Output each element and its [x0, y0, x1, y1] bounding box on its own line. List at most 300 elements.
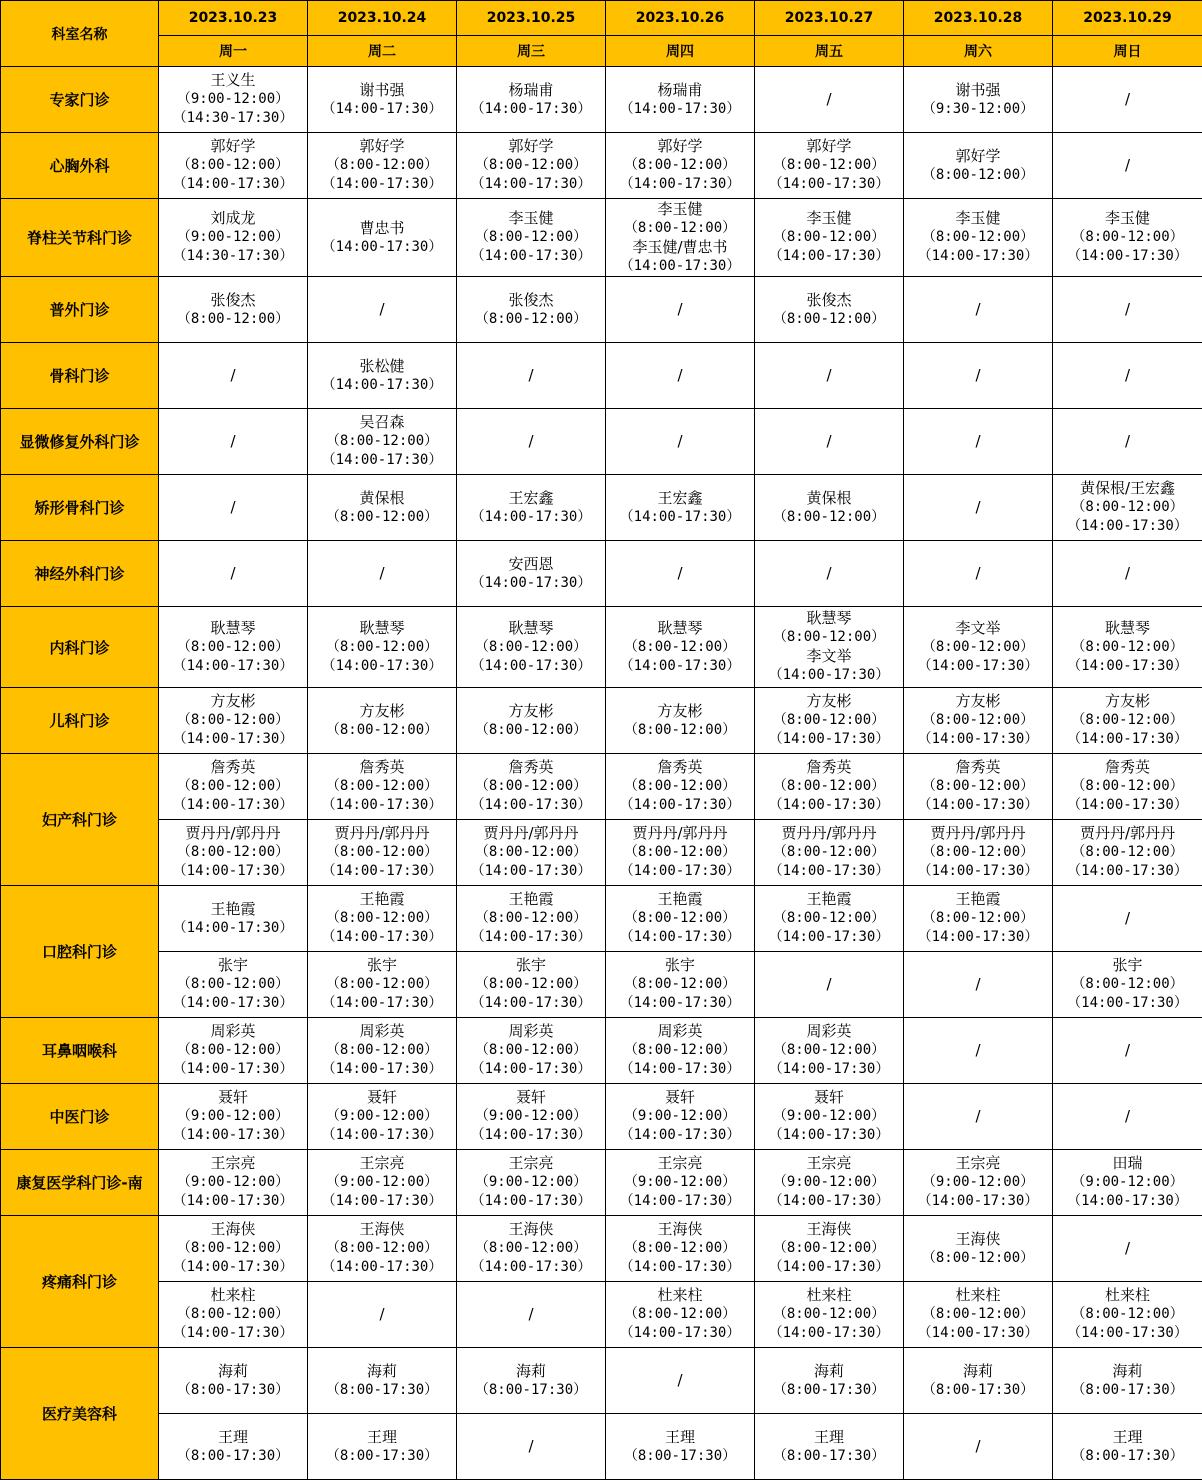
- time-range: （14:00-17:30）: [768, 863, 890, 879]
- time-range: （8:00-12:00）: [474, 157, 588, 173]
- department-name: 妇产科门诊: [1, 754, 159, 886]
- doctor-name: 耿慧琴: [806, 609, 852, 627]
- no-clinic-mark: /: [826, 564, 832, 582]
- time-range: （14:00-17:30）: [619, 100, 741, 117]
- time-range: （8:00-12:00）: [1071, 229, 1184, 245]
- schedule-cell: [606, 1414, 755, 1480]
- time-range: （9:00-12:00）: [176, 1174, 290, 1190]
- doctor-name: 王宏鑫: [508, 488, 554, 507]
- schedule-row: [1, 952, 1202, 1018]
- time-range: （14:00-17:30）: [321, 452, 443, 468]
- doctor-name: 方友彬: [657, 701, 703, 720]
- schedule-cell: [755, 1018, 904, 1084]
- no-clinic-mark: /: [975, 1041, 981, 1059]
- doctor-name: 周彩英: [657, 1022, 703, 1040]
- schedule-row: [1, 1216, 1202, 1282]
- time-range: （14:00-17:30）: [172, 657, 294, 674]
- doctor-name: 海莉: [1112, 1361, 1143, 1380]
- time-range: （8:00-12:00）: [623, 910, 737, 926]
- time-range: （14:00-17:30）: [619, 995, 741, 1011]
- doctor-name: 周彩英: [508, 1022, 554, 1040]
- time-range: （14:00-17:30）: [321, 1193, 443, 1209]
- schedule-cell: [159, 1150, 308, 1216]
- department-name: 康复医学科门诊-南: [1, 1150, 159, 1216]
- schedule-cell: [308, 1414, 457, 1480]
- schedule-row: [1, 688, 1202, 754]
- doctor-name: 王理: [217, 1427, 248, 1446]
- time-range: （14:00-17:30）: [172, 863, 294, 879]
- time-range: （14:00-17:30）: [470, 248, 592, 264]
- time-range: （8:00-12:00）: [176, 712, 290, 728]
- schedule-cell: [606, 688, 755, 754]
- doctor-name: 耿慧琴: [210, 618, 256, 637]
- schedule-cell: [457, 952, 606, 1018]
- schedule-cell: [904, 754, 1053, 820]
- schedule-cell: [755, 607, 904, 688]
- department-name: 耳鼻咽喉科: [1, 1018, 159, 1084]
- doctor-name: 王理: [1112, 1427, 1143, 1446]
- schedule-cell: [457, 409, 606, 475]
- time-range: （14:00-17:30）: [470, 100, 592, 117]
- time-range: （14:00-17:30）: [1067, 797, 1188, 813]
- time-range: （8:00-12:00）: [325, 844, 439, 860]
- schedule-cell: [308, 541, 457, 607]
- doctor-name: 郭好学: [806, 137, 852, 155]
- time-range: （14:00-17:30）: [768, 248, 890, 264]
- time-range: （8:00-12:00）: [474, 310, 588, 327]
- weekday-header: 周六: [904, 36, 1053, 67]
- doctor-name: 贾丹丹/郭丹丹: [185, 824, 281, 842]
- time-range: （14:00-17:30）: [1067, 863, 1188, 879]
- doctor-name: 杜来柱: [657, 1286, 703, 1304]
- schedule-cell: [457, 1282, 606, 1348]
- doctor-name: 方友彬: [359, 701, 405, 720]
- time-range: （14:00-17:30）: [470, 1127, 592, 1143]
- time-range: （8:00-12:00）: [772, 508, 886, 525]
- time-range: （14:00-17:30）: [470, 508, 592, 525]
- no-clinic-mark: /: [975, 300, 981, 318]
- time-range: （14:00-17:30）: [321, 863, 443, 879]
- doctor-name: 杨瑞甫: [508, 80, 554, 99]
- no-clinic-mark: /: [826, 366, 832, 384]
- schedule-row: [1, 541, 1202, 607]
- weekday-header: 周五: [755, 36, 904, 67]
- time-range: （14:00-17:30）: [768, 731, 890, 747]
- department-name: 心胸外科: [1, 133, 159, 199]
- schedule-cell: [904, 133, 1053, 199]
- no-clinic-mark: /: [975, 975, 981, 993]
- time-range: （14:00-17:30）: [619, 176, 741, 192]
- doctor-name: 郭好学: [508, 137, 554, 155]
- doctor-name: 谢书强: [955, 80, 1001, 99]
- doctor-name: 王宗亮: [657, 1154, 703, 1172]
- time-range: （14:00-17:30）: [321, 238, 443, 255]
- doctor-name: 李玉健: [955, 209, 1001, 227]
- schedule-cell: [606, 199, 755, 277]
- schedule-cell: [606, 1084, 755, 1150]
- time-range: （8:00-12:00）: [772, 712, 886, 728]
- schedule-row: [1, 1348, 1202, 1414]
- doctor-name: 方友彬: [508, 701, 554, 720]
- schedule-cell: [606, 409, 755, 475]
- time-range: （14:00-17:30）: [470, 1061, 592, 1077]
- time-range: （8:00-12:00）: [474, 229, 588, 245]
- time-range: （14:00-17:30）: [619, 797, 741, 813]
- schedule-cell: [159, 688, 308, 754]
- time-range: （14:00-17:30）: [470, 657, 592, 674]
- schedule-cell: [755, 820, 904, 886]
- no-clinic-mark: /: [975, 1107, 981, 1125]
- schedule-row: [1, 1018, 1202, 1084]
- schedule-cell: [308, 1282, 457, 1348]
- schedule-row: [1, 607, 1202, 688]
- schedule-cell: [159, 475, 308, 541]
- time-range: （8:00-12:00）: [1071, 499, 1184, 515]
- schedule-cell: [606, 754, 755, 820]
- doctor-name: 海莉: [366, 1361, 397, 1380]
- schedule-cell: [457, 1150, 606, 1216]
- schedule-cell: [606, 277, 755, 343]
- time-range: （9:00-12:00）: [325, 1108, 439, 1124]
- schedule-cell: [1053, 1018, 1202, 1084]
- schedule-cell: [308, 1348, 457, 1414]
- no-clinic-mark: /: [528, 366, 534, 384]
- doctor-name: 王艳霞: [210, 899, 256, 918]
- time-range: （14:00-17:30）: [917, 731, 1039, 747]
- time-range: （8:00-12:00）: [921, 638, 1035, 655]
- time-range: （8:00-12:00）: [176, 976, 290, 992]
- schedule-cell: [1053, 277, 1202, 343]
- doctor-name: 王海侠: [657, 1220, 703, 1238]
- schedule-cell: [606, 67, 755, 133]
- time-range: （14:00-17:30）: [619, 863, 741, 879]
- department-column-header: 科室名称: [1, 1, 159, 67]
- doctor-name: 李玉健/曹忠书: [632, 237, 728, 256]
- schedule-cell: [1053, 688, 1202, 754]
- doctor-name: 刘成龙: [210, 209, 256, 227]
- doctor-name: 方友彬: [1104, 692, 1150, 710]
- time-range: （8:00-17:30）: [772, 1381, 886, 1398]
- time-range: （8:00-12:00）: [325, 976, 439, 992]
- time-range: （8:00-12:00）: [921, 778, 1035, 794]
- time-range: （9:00-12:00）: [474, 1108, 588, 1124]
- time-range: （14:00-17:30）: [619, 508, 741, 525]
- doctor-name: 詹秀英: [359, 758, 405, 776]
- time-range: （8:00-17:30）: [325, 1381, 439, 1398]
- no-clinic-mark: /: [1124, 90, 1131, 108]
- schedule-cell: [1053, 886, 1202, 952]
- schedule-header: [1, 1, 1202, 67]
- schedule-cell: [457, 754, 606, 820]
- schedule-cell: [457, 688, 606, 754]
- time-range: （8:00-12:00）: [176, 310, 290, 327]
- doctor-name: 贾丹丹/郭丹丹: [632, 824, 728, 842]
- time-range: （14:00-17:30）: [172, 1127, 294, 1143]
- department-name: 口腔科门诊: [1, 886, 159, 1018]
- schedule-cell: [1053, 820, 1202, 886]
- no-clinic-mark: /: [230, 564, 236, 582]
- department-name: 专家门诊: [1, 67, 159, 133]
- time-range: （9:00-12:00）: [921, 1174, 1035, 1190]
- schedule-cell: [159, 1018, 308, 1084]
- schedule-cell: [457, 1084, 606, 1150]
- schedule-cell: [1053, 1084, 1202, 1150]
- schedule-cell: [1053, 1348, 1202, 1414]
- weekday-header: 周四: [606, 36, 755, 67]
- time-range: （14:00-17:30）: [917, 1325, 1039, 1341]
- time-range: （9:00-12:00）: [1071, 1174, 1184, 1190]
- date-header: 2023.10.23: [159, 1, 308, 36]
- time-range: （14:00-17:30）: [619, 929, 741, 945]
- time-range: （8:00-12:00）: [325, 433, 439, 449]
- doctor-name: 聂轩: [515, 1088, 546, 1106]
- schedule-cell: [159, 1282, 308, 1348]
- schedule-cell: [159, 952, 308, 1018]
- schedule-cell: [1053, 409, 1202, 475]
- time-range: （8:00-12:00）: [176, 1306, 290, 1322]
- time-range: （8:00-12:00）: [176, 1240, 290, 1256]
- doctor-name: 詹秀英: [210, 758, 256, 776]
- doctor-name: 张宇: [1112, 956, 1143, 974]
- time-range: （8:00-17:30）: [921, 1381, 1035, 1398]
- schedule-row: [1, 133, 1202, 199]
- time-range: （8:00-12:00）: [474, 1042, 588, 1058]
- time-range: （14:00-17:30）: [470, 574, 592, 591]
- doctor-name: 张俊杰: [210, 290, 256, 309]
- time-range: （8:00-12:00）: [623, 638, 737, 655]
- doctor-name: 王宗亮: [955, 1154, 1001, 1172]
- schedule-cell: [606, 886, 755, 952]
- doctor-name: 聂轩: [366, 1088, 397, 1106]
- schedule-cell: [159, 541, 308, 607]
- schedule-cell: [159, 67, 308, 133]
- doctor-name: 海莉: [217, 1361, 248, 1380]
- time-range: （8:00-12:00）: [772, 1042, 886, 1058]
- schedule-cell: [308, 607, 457, 688]
- schedule-cell: [159, 1348, 308, 1414]
- schedule-cell: [308, 754, 457, 820]
- schedule-cell: [904, 1348, 1053, 1414]
- doctor-name: 海莉: [515, 1361, 546, 1380]
- doctor-name: 张宇: [366, 956, 397, 974]
- time-range: （9:00-12:00）: [176, 91, 290, 107]
- doctor-name: 王海侠: [210, 1220, 256, 1238]
- schedule-cell: [606, 475, 755, 541]
- department-name: 矫形骨科门诊: [1, 475, 159, 541]
- time-range: （9:00-12:00）: [474, 1174, 588, 1190]
- schedule-cell: [457, 67, 606, 133]
- time-range: （14:00-17:30）: [619, 1061, 741, 1077]
- schedule-cell: [457, 886, 606, 952]
- schedule-cell: [1053, 1150, 1202, 1216]
- no-clinic-mark: /: [975, 564, 981, 582]
- time-range: （14:00-17:30）: [1067, 1325, 1188, 1341]
- doctor-name: 杨瑞甫: [657, 80, 703, 99]
- time-range: （8:00-12:00）: [772, 1240, 886, 1256]
- schedule-cell: [308, 475, 457, 541]
- schedule-cell: [457, 199, 606, 277]
- schedule-row: [1, 199, 1202, 277]
- schedule-cell: [755, 277, 904, 343]
- doctor-name: 海莉: [813, 1361, 844, 1380]
- department-name: 脊柱关节科门诊: [1, 199, 159, 277]
- schedule-cell: [1053, 1414, 1202, 1480]
- time-range: （14:00-17:30）: [470, 995, 592, 1011]
- doctor-name: 郭好学: [210, 137, 256, 155]
- time-range: （8:00-12:00）: [474, 778, 588, 794]
- doctor-name: 聂轩: [664, 1088, 695, 1106]
- time-range: （14:00-17:30）: [768, 929, 890, 945]
- schedule-cell: [1053, 133, 1202, 199]
- doctor-name: 张宇: [515, 956, 546, 974]
- doctor-name: 詹秀英: [1104, 758, 1150, 776]
- time-range: （8:00-12:00）: [921, 844, 1035, 860]
- schedule-cell: [1053, 199, 1202, 277]
- no-clinic-mark: /: [826, 975, 832, 993]
- schedule-cell: [308, 1018, 457, 1084]
- doctor-name: 张俊杰: [806, 290, 852, 309]
- schedule-cell: [1053, 67, 1202, 133]
- time-range: （9:00-12:00）: [772, 1108, 886, 1124]
- doctor-name: 黄保根: [806, 488, 852, 507]
- no-clinic-mark: /: [528, 1437, 534, 1455]
- time-range: （14:00-17:30）: [321, 100, 443, 117]
- time-range: （8:00-12:00）: [474, 638, 588, 655]
- time-range: （8:00-12:00）: [772, 157, 886, 173]
- schedule-cell: [308, 67, 457, 133]
- time-range: （14:00-17:30）: [619, 1325, 741, 1341]
- schedule-cell: [904, 607, 1053, 688]
- time-range: （8:00-12:00）: [772, 229, 886, 245]
- schedule-cell: [904, 1084, 1053, 1150]
- doctor-name: 耿慧琴: [657, 618, 703, 637]
- schedule-cell: [308, 199, 457, 277]
- schedule-cell: [1053, 1282, 1202, 1348]
- doctor-name: 周彩英: [359, 1022, 405, 1040]
- doctor-name: 詹秀英: [508, 758, 554, 776]
- time-range: （8:00-12:00）: [921, 712, 1035, 728]
- time-range: （14:00-17:30）: [619, 657, 741, 674]
- no-clinic-mark: /: [677, 432, 683, 450]
- schedule-row: [1, 820, 1202, 886]
- doctor-name: 聂轩: [217, 1088, 248, 1106]
- schedule-cell: [606, 1018, 755, 1084]
- time-range: （14:00-17:30）: [619, 1127, 741, 1143]
- schedule-cell: [904, 1414, 1053, 1480]
- time-range: （14:00-17:30）: [1067, 1193, 1188, 1209]
- no-clinic-mark: /: [379, 1305, 385, 1323]
- time-range: （14:00-17:30）: [1067, 657, 1188, 674]
- schedule-row: [1, 409, 1202, 475]
- time-range: （8:00-12:00）: [921, 1306, 1035, 1322]
- doctor-name: 张宇: [217, 956, 248, 974]
- doctor-name: 张松健: [359, 356, 405, 375]
- no-clinic-mark: /: [528, 1305, 534, 1323]
- time-range: （14:00-17:30）: [1067, 518, 1188, 534]
- schedule-cell: [308, 952, 457, 1018]
- date-header: 2023.10.28: [904, 1, 1053, 36]
- no-clinic-mark: /: [975, 432, 981, 450]
- time-range: （8:00-12:00）: [325, 508, 439, 525]
- department-name: 神经外科门诊: [1, 541, 159, 607]
- schedule-row: [1, 1282, 1202, 1348]
- time-range: （8:00-12:00）: [176, 1042, 290, 1058]
- time-range: （8:00-12:00）: [176, 778, 290, 794]
- doctor-name: 郭好学: [955, 146, 1001, 165]
- schedule-cell: [457, 541, 606, 607]
- schedule-cell: [755, 1216, 904, 1282]
- time-range: （9:00-12:00）: [623, 1108, 737, 1124]
- no-clinic-mark: /: [975, 498, 981, 516]
- time-range: （14:00-17:30）: [768, 797, 890, 813]
- doctor-name: 王理: [664, 1427, 695, 1446]
- time-range: （8:00-12:00）: [921, 229, 1035, 245]
- schedule-cell: [457, 1018, 606, 1084]
- time-range: （8:00-17:30）: [325, 1447, 439, 1464]
- no-clinic-mark: /: [1124, 564, 1131, 582]
- time-range: （8:00-12:00）: [474, 910, 588, 926]
- doctor-name: 谢书强: [359, 80, 405, 99]
- doctor-name: 杜来柱: [210, 1286, 256, 1304]
- time-range: （8:00-12:00）: [921, 166, 1035, 183]
- schedule-cell: [755, 1150, 904, 1216]
- time-range: （8:00-12:00）: [325, 721, 439, 738]
- time-range: （14:00-17:30）: [172, 1325, 294, 1341]
- time-range: （8:00-17:30）: [623, 1447, 737, 1464]
- doctor-name: 方友彬: [210, 692, 256, 710]
- time-range: （8:00-12:00）: [623, 219, 737, 236]
- time-range: （14:00-17:30）: [470, 797, 592, 813]
- schedule-cell: [457, 277, 606, 343]
- schedule-row: [1, 1084, 1202, 1150]
- time-range: （14:00-17:30）: [619, 1193, 741, 1209]
- doctor-name: 贾丹丹/郭丹丹: [781, 824, 877, 842]
- schedule-cell: [457, 133, 606, 199]
- doctor-name: 王理: [813, 1427, 844, 1446]
- schedule-cell: [1053, 952, 1202, 1018]
- date-row: [1, 1, 1202, 36]
- time-range: （14:00-17:30）: [917, 863, 1039, 879]
- doctor-name: 安西恩: [508, 554, 554, 573]
- time-range: （8:00-12:00）: [623, 1240, 737, 1256]
- time-range: （8:00-17:30）: [1071, 1381, 1184, 1398]
- doctor-name: 方友彬: [806, 692, 852, 710]
- doctor-name: 贾丹丹/郭丹丹: [483, 824, 579, 842]
- doctor-name: 杜来柱: [1104, 1286, 1150, 1304]
- doctor-name: 王宗亮: [359, 1154, 405, 1172]
- time-range: （8:00-17:30）: [1071, 1447, 1184, 1464]
- no-clinic-mark: /: [1124, 1041, 1131, 1059]
- time-range: （14:00-17:30）: [321, 1259, 443, 1275]
- schedule-cell: [159, 754, 308, 820]
- schedule-cell: [159, 133, 308, 199]
- no-clinic-mark: /: [677, 1371, 683, 1389]
- time-range: （8:00-17:30）: [176, 1447, 290, 1464]
- schedule-cell: [606, 541, 755, 607]
- schedule-cell: [1053, 541, 1202, 607]
- time-range: （14:00-17:30）: [172, 731, 294, 747]
- time-range: （14:00-17:30）: [470, 1259, 592, 1275]
- doctor-name: 海莉: [962, 1361, 993, 1380]
- no-clinic-mark: /: [1124, 156, 1131, 174]
- doctor-name: 聂轩: [813, 1088, 844, 1106]
- time-range: （9:30-12:00）: [921, 100, 1035, 117]
- schedule-cell: [755, 541, 904, 607]
- schedule-cell: [308, 343, 457, 409]
- time-range: （14:00-17:30）: [768, 1127, 890, 1143]
- time-range: （8:00-12:00）: [1071, 778, 1184, 794]
- time-range: （8:00-12:00）: [623, 1042, 737, 1058]
